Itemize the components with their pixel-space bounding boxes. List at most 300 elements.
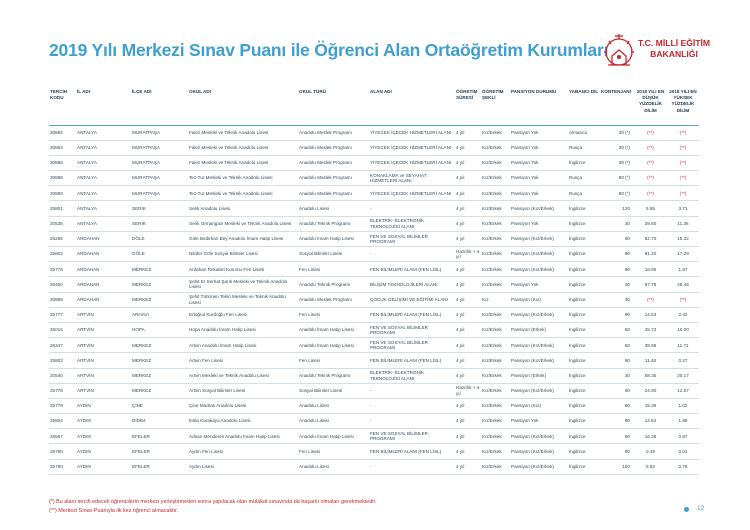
cell-tercih-kodu: 30889: [49, 186, 76, 201]
cell-yabanci-dil: İngilizce: [568, 231, 600, 246]
cell-alan-adi: FEN VE SOSYAL BİLİMLER PROGRAMI: [369, 338, 455, 353]
cell-ogretim-sekli: Kız/Erkek: [481, 262, 510, 277]
cell-pansiyon-durumu: Pansiyon Yok: [510, 216, 568, 231]
table-row: [49, 292, 699, 307]
table-row: [49, 444, 699, 459]
cell-pansiyon-durumu: Pansiyon Yok: [510, 414, 568, 429]
cell-ogretim-suresi: 4 yıl: [455, 277, 481, 292]
cell-kontenjan: 90 (*): [600, 171, 634, 186]
cell-yabanci-dil: İngilizce: [568, 414, 600, 429]
cell-alan-adi: -: [369, 247, 455, 262]
cell-okul-adi: Çine Madran Anadolu Lisesi: [188, 398, 298, 413]
cell-okul-turu: Anadolu Meslek Programı: [298, 125, 369, 140]
cell-ogretim-suresi: 4 yıl: [455, 231, 481, 246]
cell-okul-adi: Artvin Mesleki ve Teknik Anadolu Lisesi: [188, 368, 298, 383]
cell-ilce-adi: GÖLE: [131, 247, 188, 262]
cell-okul-turu: Sosyal Bilimler Lisesi: [298, 247, 369, 262]
table-row: [49, 322, 699, 337]
cell-yabanci-dil: İngilizce: [568, 383, 600, 398]
cell-ogretim-sekli: Kız/Erkek: [481, 444, 510, 459]
cell-pansiyon-durumu: Pansiyon (Kız/Erkek): [510, 307, 568, 322]
cell-ogretim-suresi: 4 yıl: [455, 171, 481, 186]
cell-tercih-kodu: 20540: [49, 368, 76, 383]
table-row: [49, 140, 699, 155]
cell-ogretim-sekli: Kız/Erkek: [481, 171, 510, 186]
cell-ogretim-sekli: Kız/Erkek: [481, 140, 510, 155]
cell-okul-adi: Tez-Tur Mesleki ve Teknik Anadolu Lisesi: [188, 186, 298, 201]
cell-ogretim-sekli: Kız/Erkek: [481, 155, 510, 170]
cell-okul-adi: Artvin Fen Lisesi: [188, 353, 298, 368]
cell-en-yuksek: 0.79: [667, 459, 699, 474]
cell-en-dusuk: 45.72: [634, 322, 667, 337]
cell-tercih-kodu: 30885: [49, 155, 76, 170]
table-row: [49, 231, 699, 246]
table-row: [49, 368, 699, 383]
cell-okul-turu: Fen Lisesi: [298, 262, 369, 277]
cell-ogretim-sekli: Kız/Erkek: [481, 231, 510, 246]
cell-ilce-adi: SERİK: [131, 201, 188, 216]
cell-kontenjan: 60: [600, 398, 634, 413]
cell-tercih-kodu: 25776: [49, 262, 76, 277]
header-okul-turu: OKUL TÜRÜ: [298, 89, 369, 125]
cell-pansiyon-durumu: Pansiyon Yok: [510, 277, 568, 292]
cell-pansiyon-durumu: Pansiyon (Kız): [510, 398, 568, 413]
cell-pansiyon-durumu: Pansiyon (Kız/Erkek): [510, 201, 568, 216]
cell-ogretim-suresi: 4 yıl: [455, 322, 481, 337]
ministry-emblem-icon: [600, 30, 638, 72]
cell-okul-turu: Anadolu İmam Hatip Lisesi: [298, 231, 369, 246]
cell-il-adi: ARTVİN: [76, 338, 131, 353]
cell-en-yuksek: 2.42: [667, 307, 699, 322]
cell-alan-adi: ELEKTRİK- ELEKTRONİK TEKNOLOJİSİ ALANI: [369, 216, 455, 231]
cell-pansiyon-durumu: Pansiyon (Kız): [510, 292, 568, 307]
cell-okul-adi: Falez Mesleki ve Teknik Anadolu Lisesi: [188, 155, 298, 170]
cell-ogretim-sekli: Kız/Erkek: [481, 353, 510, 368]
table-row: [49, 338, 699, 353]
cell-pansiyon-durumu: Pansiyon (Erkek): [510, 322, 568, 337]
cell-il-adi: ANTALYA: [76, 140, 131, 155]
cell-okul-turu: Anadolu Lisesi: [298, 459, 369, 474]
cell-okul-turu: Fen Lisesi: [298, 444, 369, 459]
ministry-name: [638, 38, 710, 59]
cell-en-yuksek: (**): [667, 125, 699, 140]
cell-en-dusuk: (**): [634, 155, 667, 170]
table-row: [49, 247, 699, 262]
cell-en-dusuk: 0.49: [634, 444, 667, 459]
cell-ogretim-sekli: Kız/Erkek: [481, 277, 510, 292]
cell-pansiyon-durumu: Pansiyon (Kız/Erkek): [510, 338, 568, 353]
cell-il-adi: ARTVİN: [76, 322, 131, 337]
footnotes: [49, 498, 377, 516]
ministry-logo: [600, 30, 710, 75]
cell-yabanci-dil: İngilizce: [568, 247, 600, 262]
schools-table: [49, 89, 699, 475]
cell-okul-adi: Nilüfer Göle Sosyal Bilimler Lisesi: [188, 247, 298, 262]
table-row: [49, 398, 699, 413]
cell-yabanci-dil: İngilizce: [568, 444, 600, 459]
table-row: [49, 307, 699, 322]
cell-tercih-kodu: 25804: [49, 414, 76, 429]
cell-alan-adi: -: [369, 398, 455, 413]
cell-okul-turu: Anadolu Lisesi: [298, 414, 369, 429]
cell-en-dusuk: (**): [634, 186, 667, 201]
cell-en-dusuk: (**): [634, 292, 667, 307]
cell-en-yuksek: (**): [667, 155, 699, 170]
cell-ogretim-suresi: 4 yıl: [455, 368, 481, 383]
table-row: [49, 383, 699, 398]
cell-il-adi: ARDAHAN: [76, 262, 131, 277]
table-body: [49, 125, 699, 474]
cell-alan-adi: -: [369, 459, 455, 474]
cell-ogretim-suresi: 4 yıl: [455, 140, 481, 155]
cell-il-adi: ARDAHAN: [76, 292, 131, 307]
cell-en-dusuk: (**): [634, 171, 667, 186]
cell-okul-turu: Anadolu Meslek Programı: [298, 140, 369, 155]
cell-ilce-adi: ARHAVİ: [131, 307, 188, 322]
cell-okul-adi: Ertuğrul Kurdoğlu Fen Lisesi: [188, 307, 298, 322]
cell-kontenjan: 30: [600, 216, 634, 231]
cell-en-yuksek: 11.36: [667, 216, 699, 231]
cell-tercih-kodu: 26567: [49, 429, 76, 444]
cell-alan-adi: -: [369, 201, 455, 216]
cell-yabanci-dil: İngilizce: [568, 459, 600, 474]
cell-okul-turu: Anadolu İmam Hatip Lisesi: [298, 338, 369, 353]
cell-kontenjan: 30 (*): [600, 140, 634, 155]
table-row: [49, 414, 699, 429]
cell-ogretim-sekli: Kız/Erkek: [481, 307, 510, 322]
table-header-row: [49, 89, 699, 125]
table-row: [49, 216, 699, 231]
cell-ilce-adi: MERKEZ: [131, 277, 188, 292]
cell-tercih-kodu: 20450: [49, 277, 76, 292]
cell-alan-adi: YİYECEK İÇECEK HİZMETLERİ ALANI: [369, 140, 455, 155]
cell-il-adi: ARDAHAN: [76, 277, 131, 292]
cell-tercih-kodu: 25801: [49, 201, 76, 216]
cell-ilce-adi: EFELER: [131, 459, 188, 474]
cell-ogretim-suresi: 4 yıl: [455, 216, 481, 231]
ministry-name-line1: T.C. MİLLİ EĞİTİM: [638, 38, 711, 48]
cell-ilce-adi: MURATPAŞA: [131, 155, 188, 170]
cell-kontenjan: 90: [600, 414, 634, 429]
cell-alan-adi: FEN BİLİMLERİ ALANI (FEN LİSL): [369, 444, 455, 459]
cell-okul-turu: Sosyal Bilimler Lisesi: [298, 383, 369, 398]
cell-il-adi: ANTALYA: [76, 125, 131, 140]
cell-okul-adi: Şehit Türkmen Tekin Mesleki ve Teknik Anadolu Lisesi: [188, 292, 298, 307]
cell-pansiyon-durumu: Pansiyon (Kız/Erkek): [510, 383, 568, 398]
page-title: 2019 Yılı Merkezi Sınav Puanı ile Öğrenci Alan Ortaöğretim Kurumları: [49, 40, 609, 60]
cell-en-yuksek: 11.71: [667, 338, 699, 353]
cell-okul-turu: Fen Lisesi: [298, 353, 369, 368]
cell-okul-turu: Anadolu Meslek Programı: [298, 292, 369, 307]
cell-ogretim-sekli: Kız/Erkek: [481, 322, 510, 337]
page-number: 12: [697, 505, 705, 512]
table-row: [49, 201, 699, 216]
cell-ilce-adi: MERKEZ: [131, 338, 188, 353]
header-ogretim-suresi: ÖĞRETİM SÜRESİ: [455, 89, 481, 125]
cell-ogretim-sekli: Kız/Erkek: [481, 459, 510, 474]
cell-pansiyon-durumu: Pansiyon (Erkek): [510, 368, 568, 383]
header-okul-adi: OKUL ADI: [188, 89, 298, 125]
cell-en-dusuk: 14.64: [634, 414, 667, 429]
cell-ilce-adi: ÇİNE: [131, 398, 188, 413]
cell-ogretim-sekli: Kız/Erkek: [481, 247, 510, 262]
cell-ogretim-suresi: 4 yıl: [455, 292, 481, 307]
cell-yabanci-dil: İngilizce: [568, 155, 600, 170]
cell-il-adi: ARTVİN: [76, 368, 131, 383]
cell-ogretim-sekli: Kız/Erkek: [481, 383, 510, 398]
cell-tercih-kodu: 25777: [49, 307, 76, 322]
cell-ogretim-suresi: Hazırlık + 4 yıl: [455, 247, 481, 262]
cell-ogretim-suresi: 4 yıl: [455, 155, 481, 170]
cell-alan-adi: YİYECEK İÇECEK HİZMETLERİ ALANI: [369, 125, 455, 140]
page-dot-icon: [684, 507, 689, 512]
cell-ogretim-sekli: Kız/Erkek: [481, 201, 510, 216]
cell-en-yuksek: (**): [667, 292, 699, 307]
cell-kontenjan: 90: [600, 307, 634, 322]
cell-ogretim-suresi: 4 yıl: [455, 444, 481, 459]
table-row: [49, 277, 699, 292]
cell-en-yuksek: 20.17: [667, 368, 699, 383]
header-il-adi: İL ADI: [76, 89, 131, 125]
cell-tercih-kodu: 30884: [49, 140, 76, 155]
cell-ilce-adi: MURATPAŞA: [131, 125, 188, 140]
cell-okul-adi: Aydın Lisesi: [188, 459, 298, 474]
cell-pansiyon-durumu: Pansiyon (Kız/Erkek): [510, 247, 568, 262]
cell-alan-adi: FEN VE SOSYAL BİLİMLER PROGRAMI: [369, 322, 455, 337]
table-row: [49, 186, 699, 201]
cell-il-adi: AYDIN: [76, 429, 131, 444]
cell-ilce-adi: MERKEZ: [131, 383, 188, 398]
cell-en-yuksek: 12.57: [667, 383, 699, 398]
cell-pansiyon-durumu: Pansiyon (Kız/Erkek): [510, 262, 568, 277]
cell-en-dusuk: 39.60: [634, 216, 667, 231]
cell-ilce-adi: MURATPAŞA: [131, 186, 188, 201]
cell-alan-adi: BİLİŞİM TEKNOLOJİLERİ ALANI: [369, 277, 455, 292]
cell-ogretim-suresi: 4 yıl: [455, 307, 481, 322]
cell-tercih-kodu: 25779: [49, 398, 76, 413]
cell-en-dusuk: 5.92: [634, 459, 667, 474]
cell-en-dusuk: (**): [634, 125, 667, 140]
cell-okul-turu: Anadolu Teknik Programı: [298, 368, 369, 383]
cell-pansiyon-durumu: Pansiyon Yok: [510, 171, 568, 186]
cell-alan-adi: ELEKTRİK- ELEKTRONİK TEKNOLOJİSİ ALANI: [369, 368, 455, 383]
cell-il-adi: AYDIN: [76, 398, 131, 413]
cell-alan-adi: ÇOCUK GELİŞİMİ VE EĞİTİMİ ALANI: [369, 292, 455, 307]
cell-yabanci-dil: İngilizce: [568, 262, 600, 277]
cell-en-yuksek: 1.89: [667, 414, 699, 429]
table-row: [49, 171, 699, 186]
cell-en-yuksek: (**): [667, 140, 699, 155]
cell-alan-adi: YİYECEK İÇECEK HİZMETLERİ ALANI: [369, 186, 455, 201]
cell-tercih-kodu: 25790: [49, 459, 76, 474]
cell-ogretim-suresi: 4 yıl: [455, 429, 481, 444]
cell-pansiyon-durumu: Pansiyon (Kız/Erkek): [510, 231, 568, 246]
cell-pansiyon-durumu: Pansiyon (Kız/Erkek): [510, 444, 568, 459]
cell-en-yuksek: 17.29: [667, 247, 699, 262]
cell-il-adi: AYDIN: [76, 444, 131, 459]
cell-alan-adi: YİYECEK İÇECEK HİZMETLERİ ALANI: [369, 155, 455, 170]
footnote-2: (**) Merkezi Sınav Puanıyla ilk kez öğrenci alınacaktır.: [49, 508, 179, 514]
cell-yabanci-dil: İngilizce: [568, 368, 600, 383]
cell-yabanci-dil: İngilizce: [568, 322, 600, 337]
cell-kontenjan: 30: [600, 368, 634, 383]
cell-ilce-adi: MERKEZ: [131, 353, 188, 368]
cell-okul-turu: Anadolu Meslek Programı: [298, 155, 369, 170]
header-ogretim-sekli: ÖĞRETİM ŞEKLİ: [481, 89, 510, 125]
cell-en-dusuk: 39.96: [634, 338, 667, 353]
cell-en-yuksek: 0.27: [667, 353, 699, 368]
cell-okul-adi: Artvin Anadolu İmam Hatip Lisesi: [188, 338, 298, 353]
cell-ilce-adi: HOPA: [131, 322, 188, 337]
cell-kontenjan: 90 (*): [600, 186, 634, 201]
cell-en-dusuk: (**): [634, 140, 667, 155]
cell-en-yuksek: 25.46: [667, 277, 699, 292]
cell-kontenjan: 60: [600, 338, 634, 353]
cell-okul-turu: Anadolu Teknik Programı: [298, 216, 369, 231]
table-row: [49, 155, 699, 170]
cell-okul-turu: Anadolu Lisesi: [298, 398, 369, 413]
cell-ogretim-suresi: 4 yıl: [455, 398, 481, 413]
cell-okul-turu: Fen Lisesi: [298, 307, 369, 322]
cell-pansiyon-durumu: Pansiyon (Kız/Erkek): [510, 459, 568, 474]
header-en-yuksek: 2018 YILI EN YÜKSEK YÜZDELİK DİLİM: [667, 89, 699, 125]
cell-tercih-kodu: 26286: [49, 231, 76, 246]
cell-en-yuksek: (**): [667, 186, 699, 201]
cell-alan-adi: -: [369, 414, 455, 429]
cell-ogretim-sekli: Kız/Erkek: [481, 125, 510, 140]
cell-il-adi: ANTALYA: [76, 186, 131, 201]
cell-yabanci-dil: İngilizce: [568, 292, 600, 307]
cell-okul-adi: Falez Mesleki ve Teknik Anadolu Lisesi: [188, 125, 298, 140]
cell-pansiyon-durumu: Pansiyon Yok: [510, 155, 568, 170]
cell-okul-turu: Anadolu Meslek Programı: [298, 171, 369, 186]
cell-yabanci-dil: İngilizce: [568, 429, 600, 444]
cell-alan-adi: KONAKLAMA ve SEYAHAT HİZMETLERİ ALANI: [369, 171, 455, 186]
cell-il-adi: ARTVİN: [76, 353, 131, 368]
cell-yabanci-dil: İngilizce: [568, 398, 600, 413]
cell-tercih-kodu: 25802: [49, 247, 76, 262]
cell-pansiyon-durumu: Pansiyon Yok: [510, 186, 568, 201]
cell-kontenjan: 30: [600, 277, 634, 292]
cell-kontenjan: 120: [600, 201, 634, 216]
footnote-1: (*) Bu alanı tercih edecek öğrencilerin merkezi yerleştirmeden sonra yapılacak olan mülakat sınavında da başarılı olmaları gerekmektedir.: [49, 499, 377, 505]
cell-en-dusuk: 16.38: [634, 429, 667, 444]
cell-okul-adi: Şehit Er Serhat Şarık Mesleki ve Teknik Anadolu Lisesi: [188, 277, 298, 292]
cell-alan-adi: -: [369, 383, 455, 398]
cell-okul-adi: Göle Bedirhan Bey Anadolu İmam Hatip Lisesi: [188, 231, 298, 246]
cell-il-adi: ARTVİN: [76, 383, 131, 398]
cell-ogretim-suresi: 4 yıl: [455, 338, 481, 353]
cell-en-dusuk: 62.70: [634, 231, 667, 246]
cell-okul-adi: Aydın Fen Lisesi: [188, 444, 298, 459]
cell-yabanci-dil: Rusça: [568, 171, 600, 186]
cell-ilce-adi: MURATPAŞA: [131, 171, 188, 186]
cell-ogretim-sekli: Kız: [481, 292, 510, 307]
cell-pansiyon-durumu: Pansiyon (Kız/Erkek): [510, 429, 568, 444]
cell-yabanci-dil: İngilizce: [568, 216, 600, 231]
cell-ilce-adi: SERİK: [131, 216, 188, 231]
cell-okul-adi: Falez Mesleki ve Teknik Anadolu Lisesi: [188, 140, 298, 155]
cell-il-adi: AYDIN: [76, 414, 131, 429]
cell-tercih-kodu: 26347: [49, 338, 76, 353]
cell-yabanci-dil: İngilizce: [568, 338, 600, 353]
cell-okul-turu: Anadolu İmam Hatip Lisesi: [298, 322, 369, 337]
cell-ogretim-suresi: 4 yıl: [455, 414, 481, 429]
cell-tercih-kodu: 25778: [49, 383, 76, 398]
cell-ogretim-sekli: Kız/Erkek: [481, 216, 510, 231]
table-row: [49, 459, 699, 474]
cell-ogretim-suresi: 4 yıl: [455, 186, 481, 201]
cell-ilce-adi: EFELER: [131, 429, 188, 444]
table-row: [49, 353, 699, 368]
cell-en-yuksek: (**): [667, 171, 699, 186]
cell-il-adi: ANTALYA: [76, 171, 131, 186]
cell-ilce-adi: MERKEZ: [131, 368, 188, 383]
ministry-name-line2: BAKANLIĞI: [650, 48, 698, 59]
cell-ogretim-suresi: Hazırlık + 4 yıl: [455, 383, 481, 398]
table-row: [49, 429, 699, 444]
cell-okul-adi: Serik Ormangazi Mesleki ve Teknik Anadolu Lisesi: [188, 216, 298, 231]
cell-okul-adi: Serik Anadolu Lisesi: [188, 201, 298, 216]
cell-en-dusuk: 5.55: [634, 201, 667, 216]
cell-alan-adi: FEN BİLİMLERİ ALANI (FEN LİSL): [369, 307, 455, 322]
cell-en-dusuk: 16.95: [634, 262, 667, 277]
cell-okul-adi: Artvin Sosyal Bilimler Lisesi: [188, 383, 298, 398]
cell-yabanci-dil: Almanca: [568, 125, 600, 140]
cell-okul-turu: Anadolu Lisesi: [298, 201, 369, 216]
cell-kontenjan: 90: [600, 262, 634, 277]
cell-il-adi: ARTVİN: [76, 307, 131, 322]
cell-en-yuksek: 0.01: [667, 444, 699, 459]
header-alan-adi: ALAN ADI: [369, 89, 455, 125]
cell-ogretim-suresi: 4 yıl: [455, 353, 481, 368]
cell-en-yuksek: 10.00: [667, 322, 699, 337]
cell-tercih-kodu: 20535: [49, 216, 76, 231]
header-en-dusuk: 2018 YILI EN DÜŞÜK YÜZDELİK DİLİM: [634, 89, 667, 125]
cell-yabanci-dil: İngilizce: [568, 353, 600, 368]
cell-il-adi: AYDIN: [76, 459, 131, 474]
cell-en-dusuk: 58.35: [634, 368, 667, 383]
cell-il-adi: ARDAHAN: [76, 231, 131, 246]
cell-en-dusuk: 11.48: [634, 353, 667, 368]
cell-en-yuksek: 1.02: [667, 398, 699, 413]
cell-alan-adi: FEN BİLİMLERİ ALANI (FEN LİSL): [369, 262, 455, 277]
cell-en-yuksek: 15.32: [667, 231, 699, 246]
table-row: [49, 125, 699, 140]
cell-ogretim-suresi: 4 yıl: [455, 262, 481, 277]
cell-yabanci-dil: İngilizce: [568, 277, 600, 292]
cell-en-yuksek: 3.71: [667, 201, 699, 216]
cell-il-adi: ANTALYA: [76, 155, 131, 170]
cell-ogretim-sekli: Kız/Erkek: [481, 186, 510, 201]
cell-yabanci-dil: Rusça: [568, 140, 600, 155]
cell-yabanci-dil: İngilizce: [568, 307, 600, 322]
cell-il-adi: ANTALYA: [76, 216, 131, 231]
cell-tercih-kodu: 25803: [49, 353, 76, 368]
cell-ilce-adi: MERKEZ: [131, 262, 188, 277]
cell-kontenjan: 90: [600, 353, 634, 368]
cell-il-adi: ANTALYA: [76, 201, 131, 216]
cell-kontenjan: 60: [600, 383, 634, 398]
cell-ilce-adi: EFELER: [131, 444, 188, 459]
cell-ogretim-sekli: Kız/Erkek: [481, 414, 510, 429]
cell-ogretim-sekli: Kız/Erkek: [481, 398, 510, 413]
cell-tercih-kodu: 30889: [49, 292, 76, 307]
cell-tercih-kodu: 25015: [49, 322, 76, 337]
cell-en-yuksek: 0.87: [667, 429, 699, 444]
cell-kontenjan: 30 (*): [600, 125, 634, 140]
cell-tercih-kodu: 25780: [49, 444, 76, 459]
